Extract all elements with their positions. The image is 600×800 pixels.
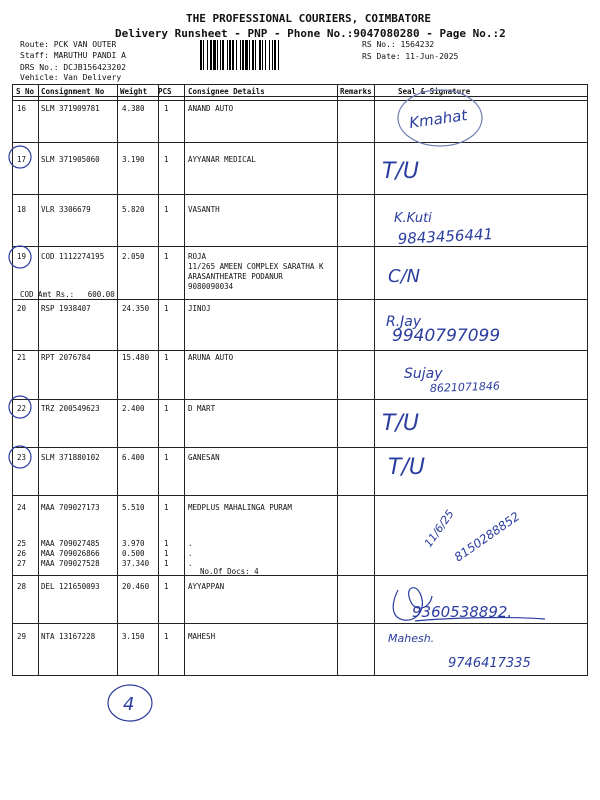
company-title: THE PROFESSIONAL COURIERS, COIMBATORE: [186, 12, 432, 25]
rs-date: RS Date: 11-Jun-2025: [362, 52, 459, 61]
row-sno: 23: [17, 453, 27, 462]
row-circle-mark: [9, 246, 31, 268]
row-weight: 3.150: [122, 632, 145, 641]
row-pcs: 1: [164, 549, 169, 558]
row-weight: 3.970: [122, 539, 145, 548]
route-label: Route: PCK VAN OUTER: [20, 40, 117, 49]
row-consignee: GANESAN: [188, 453, 220, 462]
row-pcs: 1: [164, 104, 169, 113]
row-consignee: .: [188, 559, 193, 568]
row-sno: 27: [17, 559, 27, 568]
row-consignment: MAA 709026866: [41, 549, 100, 558]
row-pcs: 1: [164, 304, 169, 313]
row-consignment: SLM 371909781: [41, 104, 100, 113]
signature-text: C/N: [388, 266, 421, 287]
row-sno: 29: [17, 632, 27, 641]
row-weight: 6.400: [122, 453, 145, 462]
row-consignment: COD 1112274195: [41, 252, 105, 261]
row-consignment: DEL 121650093: [41, 582, 100, 591]
row-consignee: ANAND AUTO: [188, 104, 234, 113]
row-sno: 26: [17, 549, 27, 558]
row-pcs: 1: [164, 503, 169, 512]
consignee-address: ARASANTHEATRE PODANUR: [188, 272, 283, 281]
rs-number: RS No.: 1564232: [362, 40, 435, 49]
col-weight-header: Weight: [120, 87, 148, 96]
row-consignee: VASANTH: [188, 205, 220, 214]
row-consignee: MAHESH: [188, 632, 216, 641]
signature-text: Mahesh.: [388, 632, 435, 645]
row-weight: 15.480: [122, 353, 150, 362]
row-consignment: SLM 371905060: [41, 155, 100, 164]
col-consignee-header: Consignee Details: [188, 87, 265, 96]
row-consignee: MEDPLUS MAHALINGA PURAM: [188, 503, 292, 512]
row-weight: 2.050: [122, 252, 145, 261]
row-pcs: 1: [164, 632, 169, 641]
row-consignee: AYYAPPAN: [188, 582, 225, 591]
signature-text: Kmahat: [408, 106, 469, 132]
signature-phone: 9940797099: [392, 326, 501, 346]
drs-number: DRS No.: DCJB156423202: [20, 63, 126, 72]
row-sno: 25: [17, 539, 27, 548]
row-sno: 19: [17, 252, 27, 261]
row-pcs: 1: [164, 404, 169, 413]
no-of-docs: No.Of Docs: 4: [200, 567, 259, 576]
row-pcs: 1: [164, 155, 169, 164]
row-sno: 18: [17, 205, 27, 214]
row-consignee: .: [188, 539, 193, 548]
col-remarks-header: Remarks: [340, 87, 372, 96]
row-pcs: 1: [164, 353, 169, 362]
col-consignment-header: Consignment No: [41, 87, 105, 96]
col-pcs-header: PCS: [158, 87, 172, 96]
row-sno: 28: [17, 582, 27, 591]
col-sno-header: S No: [16, 87, 35, 96]
row-consignment: MAA 709027528: [41, 559, 100, 568]
row-consignee: D MART: [188, 404, 216, 413]
row-circle-mark: [9, 146, 31, 168]
row-sno: 20: [17, 304, 27, 313]
signature-phone: 8621071846: [429, 379, 501, 395]
signature-text: R.Jay: [386, 314, 422, 330]
row-sno: 16: [17, 104, 27, 113]
row-consignment: RPT 2076784: [41, 353, 91, 362]
row-sno: 22: [17, 404, 27, 413]
row-consignee: .: [188, 549, 193, 558]
row-weight: 2.400: [122, 404, 145, 413]
signature-date: 11/6/25: [421, 507, 457, 550]
vehicle-label: Vehicle: Van Delivery: [20, 73, 122, 82]
row-pcs: 1: [164, 453, 169, 462]
row-consignee: AYYANAR MEDICAL: [188, 155, 256, 164]
row-circle-mark: [9, 396, 31, 418]
row-consignee: JINOJ: [188, 304, 211, 313]
signature-text: K.Kuti: [394, 211, 432, 226]
row-sno: 21: [17, 353, 27, 362]
signature-text: T/U: [382, 159, 419, 184]
row-circle-mark: [9, 446, 31, 468]
row-consignee: ROJA: [188, 252, 207, 261]
row-pcs: 1: [164, 559, 169, 568]
row-weight: 3.190: [122, 155, 145, 164]
row-consignment: MAA 709027485: [41, 539, 100, 548]
staff-label: Staff: MARUTHU PANDI A: [20, 51, 126, 60]
row-consignment: RSP 1938407: [41, 304, 91, 313]
signature-text: T/U: [388, 455, 425, 480]
row-weight: 5.510: [122, 503, 145, 512]
row-weight: 24.350: [122, 304, 150, 313]
row-weight: 4.380: [122, 104, 145, 113]
signature-text: T/U: [382, 411, 419, 436]
consignee-address: 11/265 AMEEN COMPLEX SARATHA K: [188, 262, 324, 271]
consignee-phone: 9080090034: [188, 282, 234, 291]
row-weight: 20.460: [122, 582, 150, 591]
row-sno: 17: [17, 155, 27, 164]
signature-phone: 9360538892.: [412, 603, 513, 621]
row-weight: 5.820: [122, 205, 145, 214]
row-pcs: 1: [164, 539, 169, 548]
row-pcs: 1: [164, 205, 169, 214]
row-consignee: ARUNA AUTO: [188, 353, 234, 362]
col-seal-header: Seal & Signature: [398, 87, 471, 96]
row-pcs: 1: [164, 252, 169, 261]
signature-phone: 8150288852: [451, 509, 523, 565]
row-consignment: MAA 709027173: [41, 503, 100, 512]
row-weight: 0.500: [122, 549, 145, 558]
signature-text: Sujay: [404, 366, 443, 382]
row-consignment: SLM 371880102: [41, 453, 100, 462]
row-consignment: NTA 13167228: [41, 632, 96, 641]
row-consignment: VLR 3306679: [41, 205, 91, 214]
row-sno: 24: [17, 503, 27, 512]
page-number-mark: 4: [123, 694, 135, 715]
signature-phone: 9843456441: [397, 225, 494, 248]
cod-amount: COD Amt Rs.: 600.00: [20, 290, 115, 299]
signature-phone: 9746417335: [448, 656, 531, 671]
row-pcs: 1: [164, 582, 169, 591]
row-consignment: TRZ 200549623: [41, 404, 100, 413]
row-weight: 37.340: [122, 559, 150, 568]
runsheet-subtitle: Delivery Runsheet - PNP - Phone No.:9047080280 - Page No.:2: [115, 27, 506, 40]
